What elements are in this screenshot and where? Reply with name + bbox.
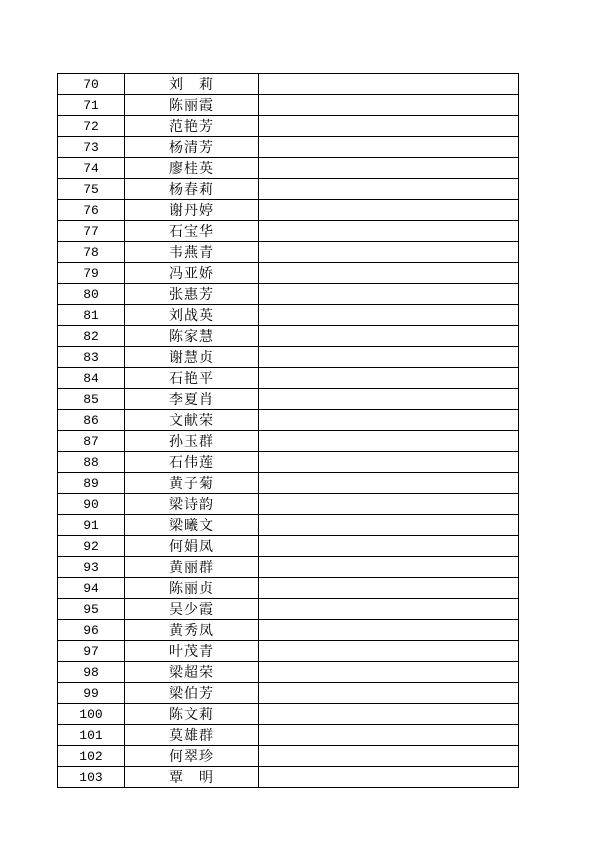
row-blank-cell xyxy=(259,683,519,704)
table-row xyxy=(58,221,519,242)
row-blank-cell xyxy=(259,746,519,767)
row-name-cell: 石宝华 xyxy=(125,221,259,242)
row-blank-cell xyxy=(259,704,519,725)
row-number-cell: 101 xyxy=(58,725,125,746)
table-row xyxy=(58,767,519,788)
row-name-cell: 覃 明 xyxy=(125,767,259,788)
roster-table xyxy=(57,73,519,788)
row-name-cell: 何娟凤 xyxy=(125,536,259,557)
row-number-cell: 92 xyxy=(58,536,125,557)
row-number-cell: 73 xyxy=(58,137,125,158)
row-name-cell: 杨清芳 xyxy=(125,137,259,158)
row-blank-cell xyxy=(259,389,519,410)
row-blank-cell xyxy=(259,368,519,389)
table-row xyxy=(58,599,519,620)
row-number-cell: 72 xyxy=(58,116,125,137)
row-blank-cell xyxy=(259,725,519,746)
row-blank-cell xyxy=(259,578,519,599)
table-row xyxy=(58,242,519,263)
row-number-cell: 79 xyxy=(58,263,125,284)
row-blank-cell xyxy=(259,767,519,788)
row-name-cell: 谢丹婷 xyxy=(125,200,259,221)
row-number-cell: 78 xyxy=(58,242,125,263)
row-name-cell: 杨春莉 xyxy=(125,179,259,200)
row-blank-cell xyxy=(259,137,519,158)
row-name-cell: 黄秀凤 xyxy=(125,620,259,641)
row-number-cell: 95 xyxy=(58,599,125,620)
row-number-cell: 83 xyxy=(58,347,125,368)
row-blank-cell xyxy=(259,284,519,305)
row-blank-cell xyxy=(259,641,519,662)
table-row xyxy=(58,95,519,116)
row-blank-cell xyxy=(259,326,519,347)
row-name-cell: 陈丽霞 xyxy=(125,95,259,116)
row-name-cell: 石艳平 xyxy=(125,368,259,389)
row-name-cell: 韦燕青 xyxy=(125,242,259,263)
row-blank-cell xyxy=(259,221,519,242)
table-row xyxy=(58,683,519,704)
row-name-cell: 陈家慧 xyxy=(125,326,259,347)
row-name-cell: 叶茂青 xyxy=(125,641,259,662)
table-row xyxy=(58,389,519,410)
row-blank-cell xyxy=(259,473,519,494)
table-row xyxy=(58,620,519,641)
row-number-cell: 94 xyxy=(58,578,125,599)
row-number-cell: 71 xyxy=(58,95,125,116)
row-blank-cell xyxy=(259,200,519,221)
row-name-cell: 梁曦文 xyxy=(125,515,259,536)
table-row xyxy=(58,536,519,557)
table-row xyxy=(58,284,519,305)
row-name-cell: 何翠珍 xyxy=(125,746,259,767)
row-blank-cell xyxy=(259,599,519,620)
row-number-cell: 76 xyxy=(58,200,125,221)
row-name-cell: 莫雄群 xyxy=(125,725,259,746)
row-blank-cell xyxy=(259,179,519,200)
table-row xyxy=(58,200,519,221)
row-blank-cell xyxy=(259,452,519,473)
row-name-cell: 梁诗韵 xyxy=(125,494,259,515)
table-row xyxy=(58,662,519,683)
table-row xyxy=(58,473,519,494)
row-number-cell: 91 xyxy=(58,515,125,536)
row-number-cell: 80 xyxy=(58,284,125,305)
row-blank-cell xyxy=(259,95,519,116)
row-blank-cell xyxy=(259,158,519,179)
row-name-cell: 冯亚娇 xyxy=(125,263,259,284)
table-row xyxy=(58,137,519,158)
row-name-cell: 石伟莲 xyxy=(125,452,259,473)
row-number-cell: 98 xyxy=(58,662,125,683)
row-name-cell: 梁伯芳 xyxy=(125,683,259,704)
table-row xyxy=(58,368,519,389)
row-number-cell: 84 xyxy=(58,368,125,389)
row-name-cell: 刘 莉 xyxy=(125,74,259,95)
table-row xyxy=(58,326,519,347)
table-row xyxy=(58,704,519,725)
table-row xyxy=(58,116,519,137)
row-blank-cell xyxy=(259,536,519,557)
row-blank-cell xyxy=(259,431,519,452)
row-blank-cell xyxy=(259,557,519,578)
table-row xyxy=(58,431,519,452)
table-row xyxy=(58,74,519,95)
row-name-cell: 黄子菊 xyxy=(125,473,259,494)
row-number-cell: 81 xyxy=(58,305,125,326)
table-row xyxy=(58,410,519,431)
roster-table-body xyxy=(58,74,519,788)
row-name-cell: 文献荣 xyxy=(125,410,259,431)
table-row xyxy=(58,641,519,662)
row-blank-cell xyxy=(259,242,519,263)
row-blank-cell xyxy=(259,410,519,431)
row-name-cell: 刘战英 xyxy=(125,305,259,326)
row-number-cell: 88 xyxy=(58,452,125,473)
table-row xyxy=(58,746,519,767)
row-name-cell: 陈文莉 xyxy=(125,704,259,725)
row-blank-cell xyxy=(259,263,519,284)
row-blank-cell xyxy=(259,116,519,137)
row-number-cell: 89 xyxy=(58,473,125,494)
row-number-cell: 96 xyxy=(58,620,125,641)
row-number-cell: 86 xyxy=(58,410,125,431)
table-row xyxy=(58,557,519,578)
row-number-cell: 87 xyxy=(58,431,125,452)
table-row xyxy=(58,158,519,179)
table-row xyxy=(58,452,519,473)
table-row xyxy=(58,263,519,284)
row-name-cell: 谢慧贞 xyxy=(125,347,259,368)
table-row xyxy=(58,305,519,326)
row-number-cell: 103 xyxy=(58,767,125,788)
row-name-cell: 黄丽群 xyxy=(125,557,259,578)
row-number-cell: 90 xyxy=(58,494,125,515)
row-blank-cell xyxy=(259,620,519,641)
row-name-cell: 廖桂英 xyxy=(125,158,259,179)
row-number-cell: 100 xyxy=(58,704,125,725)
row-name-cell: 张惠芳 xyxy=(125,284,259,305)
table-row xyxy=(58,494,519,515)
row-number-cell: 102 xyxy=(58,746,125,767)
row-number-cell: 82 xyxy=(58,326,125,347)
row-blank-cell xyxy=(259,494,519,515)
table-row xyxy=(58,179,519,200)
row-number-cell: 77 xyxy=(58,221,125,242)
table-row xyxy=(58,578,519,599)
row-number-cell: 75 xyxy=(58,179,125,200)
table-row xyxy=(58,725,519,746)
row-blank-cell xyxy=(259,515,519,536)
table-row xyxy=(58,515,519,536)
row-number-cell: 74 xyxy=(58,158,125,179)
row-name-cell: 吴少霞 xyxy=(125,599,259,620)
row-number-cell: 97 xyxy=(58,641,125,662)
row-number-cell: 99 xyxy=(58,683,125,704)
table-row xyxy=(58,347,519,368)
row-number-cell: 93 xyxy=(58,557,125,578)
row-blank-cell xyxy=(259,662,519,683)
row-name-cell: 孙玉群 xyxy=(125,431,259,452)
row-name-cell: 李夏肖 xyxy=(125,389,259,410)
row-number-cell: 85 xyxy=(58,389,125,410)
row-blank-cell xyxy=(259,305,519,326)
row-blank-cell xyxy=(259,347,519,368)
row-name-cell: 梁超荣 xyxy=(125,662,259,683)
row-name-cell: 陈丽贞 xyxy=(125,578,259,599)
row-number-cell: 70 xyxy=(58,74,125,95)
row-blank-cell xyxy=(259,74,519,95)
row-name-cell: 范艳芳 xyxy=(125,116,259,137)
